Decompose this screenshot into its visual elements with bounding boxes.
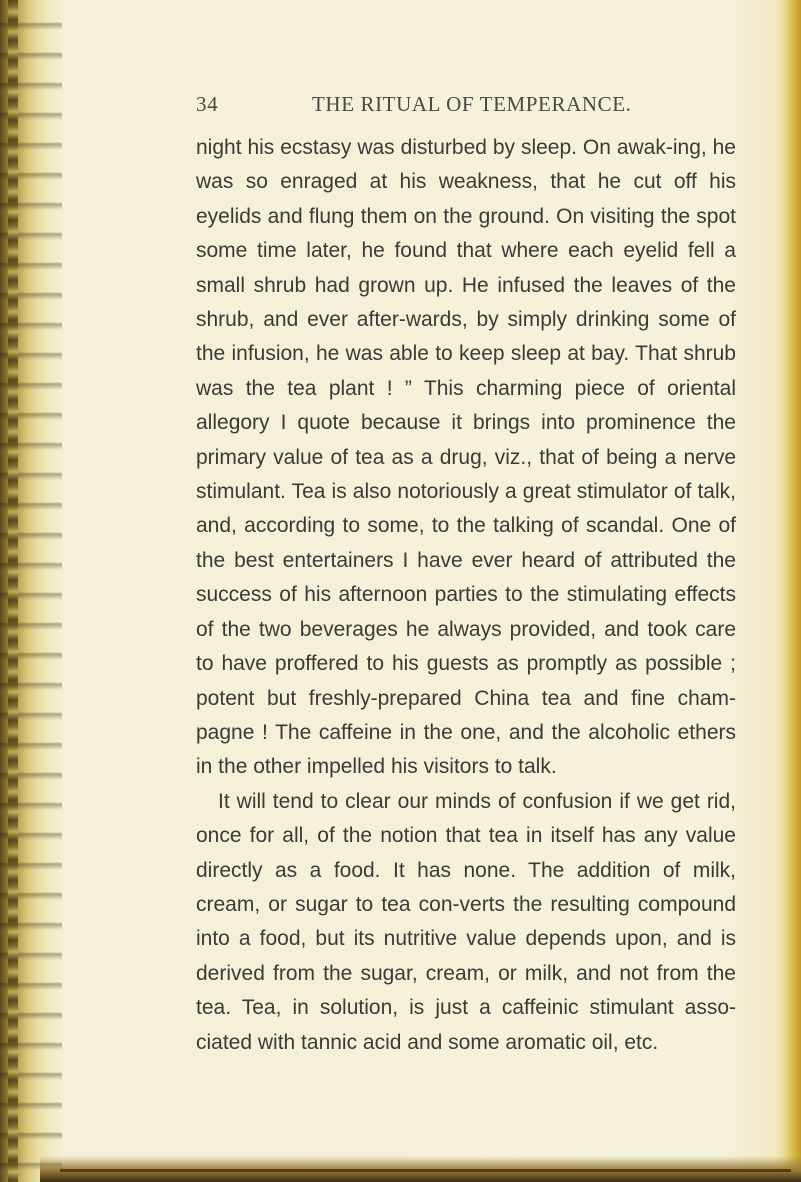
page-number: 34 bbox=[196, 92, 219, 116]
body-text bbox=[196, 131, 736, 1060]
running-title: THE RITUAL OF TEMPERANCE. bbox=[312, 92, 632, 116]
right-gilt-edge bbox=[775, 0, 801, 1182]
bottom-border-line bbox=[60, 1169, 791, 1172]
paragraph-1: night his ecstasy was disturbed by sleep. On awak-ing, he was so enraged at his weakness, that he cut off his eyelids and flung them on the ground. On visiting the spot some time later, he found that where each eyelid fell a small shrub had grown up. He infused the leaves of the shrub, and ever after-wards, by simply drinking some of the infusion, he was able to keep sleep at bay. That shrub was the tea plant ! ” This charming piece of oriental allegory I quote because it brings into prominence the primary value of tea as a drug, viz., that of being a nerve stimulant. Tea is also notoriously a great stimulator of talk, and, according to some, to the talking of scandal. One of the best entertainers I have ever heard of attributed the success of his afternoon parties to the stimulating effects of the two beverages he always provided, and took care to have proffered to his guests as promptly as possible ; potent but freshly-prepared China tea and fine cham-pagne ! The caffeine in the one, and the alcoholic ethers in the other impelled his visitors to talk. bbox=[196, 136, 736, 779]
left-binding-edge bbox=[0, 0, 62, 1182]
paragraph-2: It will tend to clear our minds of confusion if we get rid, once for all, of the notion that tea in itself has any value directly as a food. It has none. The addition of milk, cream, or sugar to tea con-verts the resulting compound into a food, but its nutritive value depends upon, and is derived from the sugar, cream, or milk, and not from the tea. Tea, in solution, is just a caffeinic stimulant asso-ciated with tannic acid and some aromatic oil, etc. bbox=[196, 789, 736, 1054]
